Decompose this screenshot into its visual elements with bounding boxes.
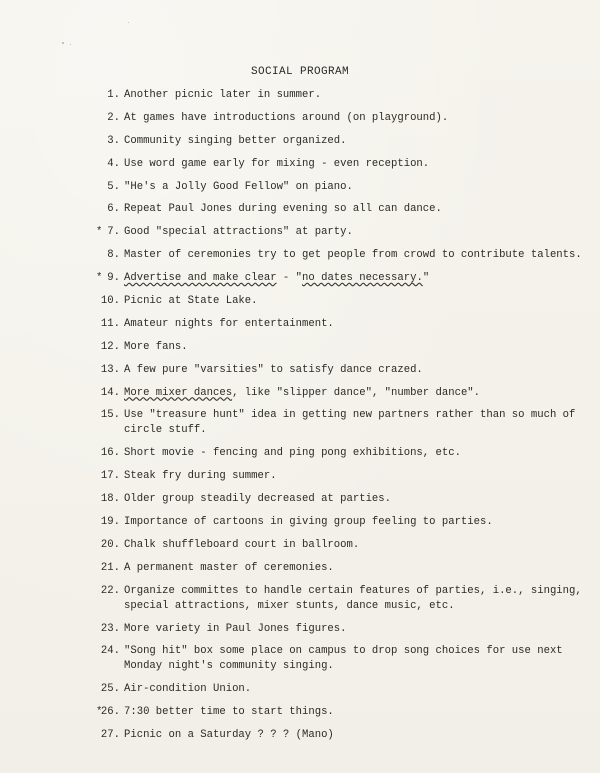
item-text — [124, 682, 600, 697]
item-line: Repeat Paul Jones during evening so all can dance. — [124, 203, 442, 216]
item-number: 1. — [107, 89, 120, 101]
list-item — [0, 446, 600, 461]
list-item — [0, 271, 600, 286]
document-title: SOCIAL PROGRAM — [250, 66, 349, 78]
item-text-segment: , like "slipper dance", "number dance". — [232, 386, 481, 399]
item-line: Monday night's community singing. — [124, 660, 334, 673]
list-item — [0, 561, 600, 576]
item-text — [124, 134, 600, 149]
item-text — [124, 225, 600, 240]
item-line — [124, 386, 600, 401]
list-item — [0, 202, 600, 217]
paper-speck — [128, 22, 129, 23]
item-text — [124, 340, 600, 355]
item-text — [124, 492, 600, 507]
item-line: Picnic at State Lake. — [124, 295, 258, 308]
item-number: 21. — [100, 561, 120, 574]
item-number: 15. — [100, 409, 120, 422]
item-line: A permanent master of ceremonies. — [124, 561, 334, 574]
list-item — [0, 317, 600, 332]
item-number: 18. — [100, 493, 120, 506]
item-line: 7:30 better time to start things. — [124, 706, 334, 719]
item-number: 9. — [107, 272, 120, 285]
paper-speck — [62, 42, 64, 44]
item-number: 5. — [107, 180, 120, 193]
item-number: 17. — [100, 470, 120, 483]
item-number: 11. — [100, 317, 120, 330]
item-line: Importance of cartoons in giving group feeling to parties. — [124, 516, 493, 529]
item-number: 2. — [107, 111, 120, 124]
item-text — [124, 644, 600, 674]
item-line: Another picnic later in summer. — [124, 89, 322, 101]
item-line: Short movie - fencing and ping pong exhibitions, etc. — [124, 447, 461, 460]
item-line: Steak fry during summer. — [124, 470, 277, 483]
item-line: Air-condition Union. — [124, 683, 252, 696]
list-item — [0, 644, 600, 674]
item-number: 16. — [100, 447, 120, 460]
item-line: Master of ceremonies try to get people from crowd to contribute talents. — [124, 249, 582, 262]
item-text — [124, 111, 600, 126]
item-text-segment: " — [422, 272, 430, 285]
item-number: 22. — [100, 584, 120, 597]
list-item — [0, 180, 600, 195]
underlined-text: More mixer dances — [124, 386, 233, 399]
item-line: Use word game early for mixing - even reception. — [124, 157, 430, 170]
item-text — [124, 515, 600, 530]
list-item — [0, 538, 600, 553]
item-line — [124, 271, 600, 286]
list-item — [0, 88, 600, 103]
list-item — [0, 363, 600, 378]
asterisk-mark: * — [96, 706, 103, 719]
item-line: More variety in Paul Jones figures. — [124, 622, 347, 635]
item-text — [124, 157, 600, 172]
list-item — [0, 705, 600, 720]
list-item — [0, 408, 600, 438]
item-number: 25. — [100, 683, 120, 696]
list-item — [0, 294, 600, 309]
item-number: 27. — [100, 729, 120, 742]
item-text — [124, 88, 600, 103]
item-line: Amateur nights for entertainment. — [124, 317, 334, 330]
list-item — [0, 111, 600, 126]
list-item — [0, 157, 600, 172]
item-line: Chalk shuffleboard court in ballroom. — [124, 538, 360, 551]
list-item — [0, 584, 600, 614]
list-item — [0, 515, 600, 530]
list-item — [0, 225, 600, 240]
underlined-text: no dates necessary. — [302, 272, 423, 285]
item-number: 26. — [100, 706, 120, 719]
item-number: 8. — [107, 249, 120, 262]
paper-speck — [70, 44, 71, 45]
item-text — [124, 317, 600, 332]
item-number: 4. — [107, 157, 120, 170]
item-text — [124, 202, 600, 217]
item-line: At games have introductions around (on playground). — [124, 111, 449, 124]
item-text — [124, 408, 600, 438]
item-text — [124, 180, 600, 195]
item-number: 3. — [107, 134, 120, 147]
asterisk-mark: * — [96, 272, 103, 285]
item-line: "He's a Jolly Good Fellow" on piano. — [124, 180, 353, 193]
list-item — [0, 386, 600, 401]
item-number: 20. — [100, 538, 120, 551]
item-line: Community singing better organized. — [124, 134, 347, 147]
underlined-text: Advertise and make clear — [124, 272, 277, 285]
item-line: Picnic on a Saturday ? ? ? (Mano) — [124, 729, 334, 742]
item-number: 7. — [107, 226, 120, 239]
item-text — [124, 248, 600, 263]
item-number: 10. — [100, 295, 120, 308]
item-number: 14. — [100, 386, 120, 399]
item-text — [124, 469, 600, 484]
asterisk-mark: * — [96, 226, 103, 239]
item-text-segment: - " — [276, 272, 303, 285]
item-line: Good "special attractions" at party. — [124, 226, 353, 239]
list-item — [0, 682, 600, 697]
item-text — [124, 386, 600, 401]
item-line: Use "treasure hunt" idea in getting new partners rather than so much of — [124, 409, 576, 422]
item-number: 13. — [100, 363, 120, 376]
list-item — [0, 728, 600, 743]
item-text — [124, 584, 600, 614]
item-number: 12. — [100, 340, 120, 353]
item-number: 6. — [107, 203, 120, 216]
item-line: Older group steadily decreased at parties. — [124, 493, 392, 506]
item-number: 24. — [100, 645, 120, 658]
item-text — [124, 561, 600, 576]
item-line: Organize committes to handle certain features of parties, i.e., singing, — [124, 584, 582, 597]
item-line: circle stuff. — [124, 424, 207, 437]
item-text — [124, 622, 600, 637]
list-item — [0, 340, 600, 355]
program-list — [0, 88, 600, 751]
item-text — [124, 446, 600, 461]
list-item — [0, 248, 600, 263]
list-item — [0, 134, 600, 149]
item-line: A few pure "varsities" to satisfy dance crazed. — [124, 363, 423, 376]
item-line: More fans. — [124, 340, 188, 353]
item-line: special attractions, mixer stunts, dance music, etc. — [124, 599, 455, 612]
item-number: 19. — [100, 516, 120, 529]
item-text — [124, 728, 600, 743]
item-text — [124, 705, 600, 720]
item-text — [124, 363, 600, 378]
item-number: 23. — [100, 622, 120, 635]
item-text — [124, 538, 600, 553]
item-text — [124, 271, 600, 286]
item-line: "Song hit" box some place on campus to drop song choices for use next — [124, 645, 563, 658]
item-text — [124, 294, 600, 309]
list-item — [0, 622, 600, 637]
list-item — [0, 469, 600, 484]
list-item — [0, 492, 600, 507]
